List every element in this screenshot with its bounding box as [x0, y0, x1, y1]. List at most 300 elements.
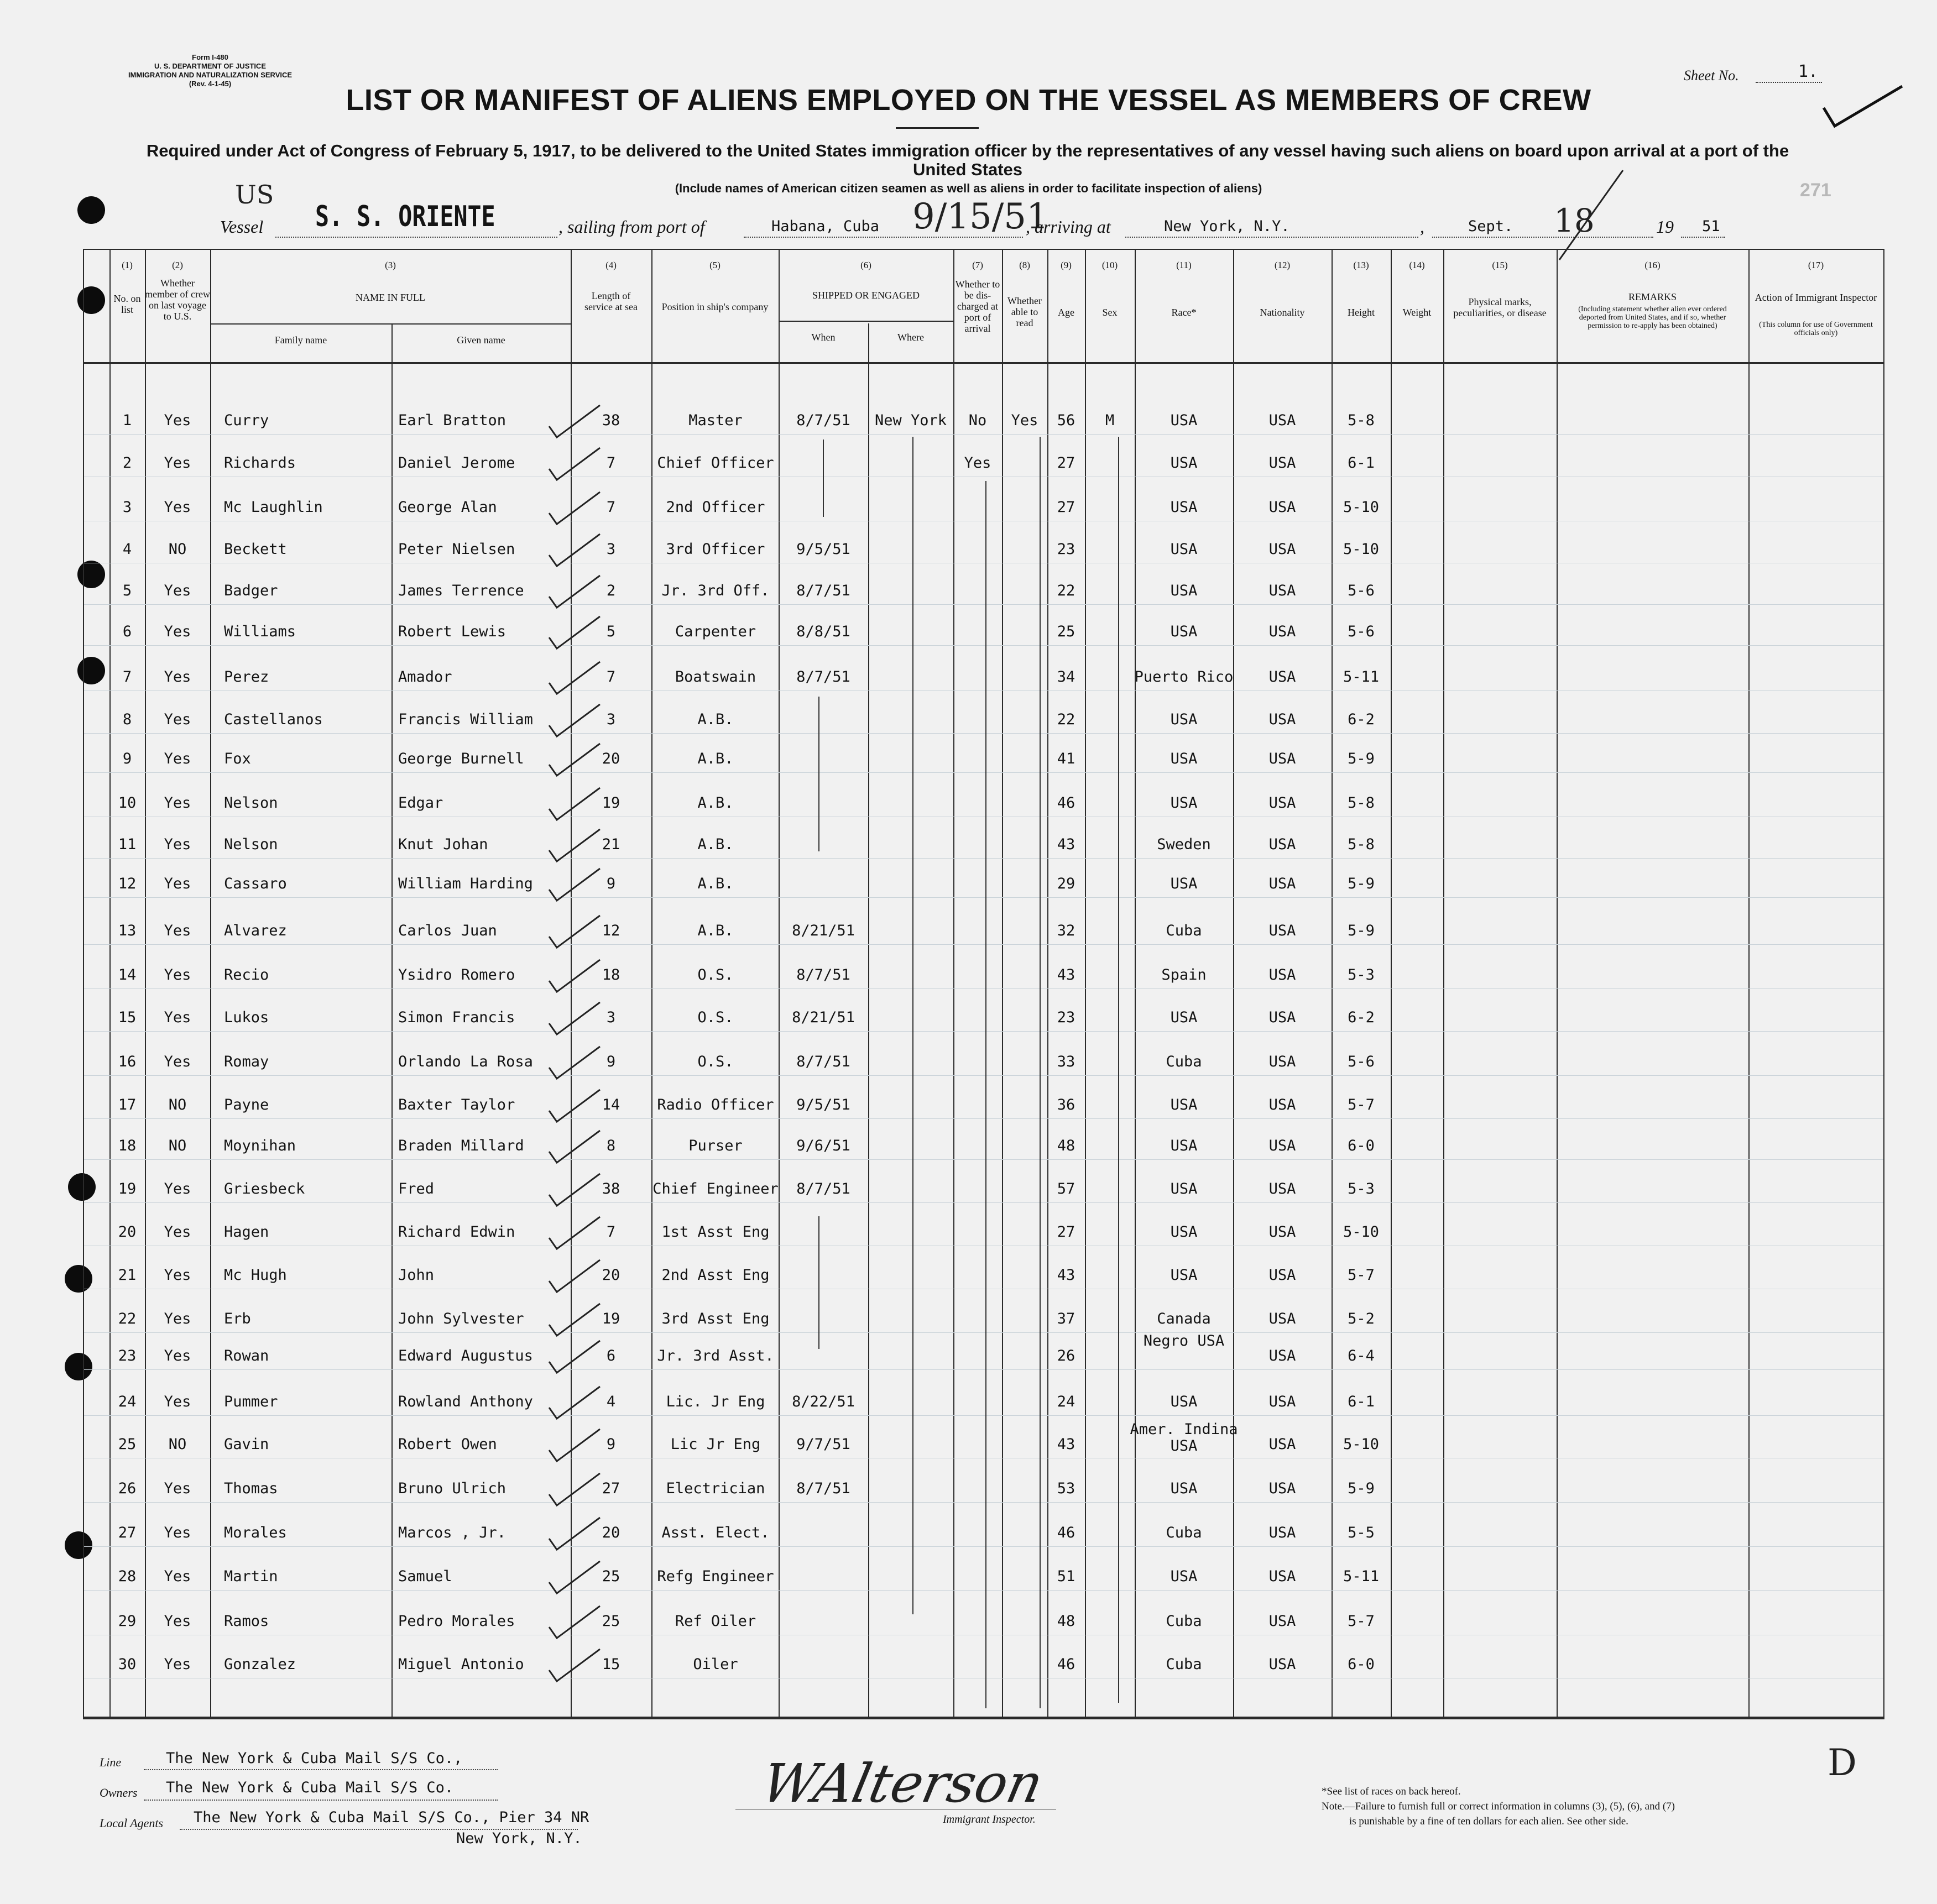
- col-1-number: (1): [122, 260, 133, 270]
- cell-age: 43: [1057, 1436, 1075, 1453]
- cell-height: 5-6: [1348, 623, 1375, 640]
- cell-height: 6-1: [1348, 454, 1375, 472]
- cell-age: 57: [1057, 1180, 1075, 1197]
- cell-race: USA: [1170, 1180, 1198, 1197]
- cell-prev: Yes: [164, 1568, 191, 1585]
- requirement-text: Required under Act of Congress of February 5, 1917, to be delivered to the United States immigration officer by the representatives of any vessel having such aliens on board upon arrival at a port of the United States: [146, 141, 1789, 179]
- cell-discharged: Yes: [964, 454, 991, 472]
- cell-height: 5-2: [1348, 1310, 1375, 1327]
- cell-when: 8/21/51: [792, 1009, 855, 1026]
- tick-icon: [545, 533, 605, 572]
- cell-family: Nelson: [224, 794, 278, 812]
- cell-no: 14: [118, 966, 137, 984]
- header-rule: [779, 321, 953, 322]
- col-14-header: Weight: [1402, 307, 1432, 318]
- cell-position: 2nd Asst Eng: [661, 1267, 770, 1284]
- cell-position: Electrician: [666, 1480, 765, 1497]
- cell-family: Alvarez: [224, 922, 287, 939]
- cell-position: 1st Asst Eng: [661, 1223, 770, 1241]
- cell-service: 27: [602, 1480, 620, 1497]
- tick-icon: [545, 1385, 605, 1424]
- cell-height: 5-11: [1343, 668, 1380, 686]
- cell-service: 3: [606, 1009, 616, 1026]
- cell-when: 8/7/51: [796, 668, 850, 686]
- row-rule: [84, 1159, 1883, 1160]
- cell-nationality: USA: [1268, 1347, 1296, 1364]
- cell-given: Miguel Antonio: [398, 1656, 524, 1673]
- cell-prev: Yes: [164, 1223, 191, 1241]
- cell-no: 1: [122, 412, 132, 429]
- col-2-number: (2): [172, 260, 183, 270]
- cell-race: USA: [1170, 1096, 1198, 1113]
- row-rule: [84, 897, 1883, 898]
- owners-dotline: [144, 1800, 498, 1801]
- row-rule: [84, 733, 1883, 734]
- header-bottom-rule: [83, 362, 1884, 364]
- cell-sex: M: [1105, 412, 1115, 429]
- col-9-header: Age: [1058, 307, 1074, 318]
- col-14-number: (14): [1409, 260, 1425, 270]
- cell-no: 7: [122, 668, 132, 686]
- col-7-header: Whether to be dis- charged at port of arrival: [955, 279, 1000, 334]
- cell-no: 21: [118, 1267, 137, 1284]
- cell-position: Asst. Elect.: [661, 1524, 770, 1541]
- col-16-subheader: (Including statement whether alien ever ordered deported from United States, and if so, whether permission to re-apply has been obtained): [1578, 305, 1727, 330]
- cell-nationality: USA: [1268, 1053, 1296, 1070]
- cell-family: Recio: [224, 966, 269, 984]
- line-label: Line: [100, 1755, 122, 1769]
- cell-nationality: USA: [1268, 454, 1296, 472]
- cell-service: 15: [602, 1656, 620, 1673]
- cell-given: Simon Francis: [398, 1009, 515, 1026]
- col-16-header: REMARKS: [1628, 291, 1677, 302]
- col-1-header: No. on list: [113, 293, 141, 315]
- cell-family: Gavin: [224, 1436, 269, 1453]
- owners-label: Owners: [100, 1786, 138, 1800]
- cell-nationality: USA: [1268, 1613, 1296, 1630]
- cell-height: 5-10: [1343, 1223, 1380, 1241]
- cell-race: USA: [1170, 1480, 1198, 1497]
- cell-height: 5-8: [1348, 794, 1375, 812]
- cell-nationality: USA: [1268, 1568, 1296, 1585]
- cell-prev: Yes: [164, 966, 191, 984]
- cell-service: 14: [602, 1096, 620, 1113]
- cell-race: Negro USA: [1143, 1332, 1225, 1349]
- cell-service: 7: [606, 668, 616, 686]
- tick-icon: [545, 1648, 605, 1687]
- cell-age: 24: [1057, 1393, 1075, 1410]
- cell-no: 2: [122, 454, 132, 472]
- cell-race: Cuba: [1166, 1524, 1202, 1541]
- col-10-header: Sex: [1102, 307, 1118, 318]
- sailing-date: 9/15/51: [912, 196, 1049, 237]
- cell-position: Jr. 3rd Asst.: [657, 1347, 774, 1364]
- cell-race: Puerto Rico: [1134, 668, 1234, 686]
- cell-family: Pummer: [224, 1393, 278, 1410]
- column-divider: [1002, 249, 1003, 1719]
- cell-service: 9: [606, 1053, 616, 1070]
- cell-family: Mc Hugh: [224, 1267, 287, 1284]
- cell-no: 28: [118, 1568, 137, 1585]
- sailing-port: Habana, Cuba: [771, 218, 880, 235]
- form-revision: (Rev. 4-1-45): [189, 80, 232, 88]
- arrival-port-line: [1125, 237, 1418, 238]
- cell-family: Mc Laughlin: [224, 499, 323, 516]
- tick-icon: [545, 1129, 605, 1168]
- column-divider: [1391, 249, 1392, 1719]
- cell-service: 6: [606, 1347, 616, 1364]
- cell-race: USA: [1170, 1568, 1198, 1585]
- col-9-number: (9): [1061, 260, 1072, 270]
- cell-nationality: USA: [1268, 668, 1296, 686]
- penalty-note-cont: is punishable by a fine of ten dollars for each alien. See other side.: [1349, 1816, 1628, 1827]
- cell-given: Edward Augustus: [398, 1347, 533, 1364]
- cell-family: Morales: [224, 1524, 287, 1541]
- agents-value: The New York & Cuba Mail S/S Co., Pier 34 NR: [194, 1809, 589, 1826]
- cell-given: Braden Millard: [398, 1137, 524, 1154]
- cell-family: Gonzalez: [224, 1656, 296, 1673]
- cell-when: 9/5/51: [796, 541, 850, 558]
- cell-family: Martin: [224, 1568, 278, 1585]
- tick-icon: [545, 661, 605, 699]
- cell-position: Chief Officer: [657, 454, 774, 472]
- cell-height: 6-4: [1348, 1347, 1375, 1364]
- cell-family: Griesbeck: [224, 1180, 305, 1197]
- tick-icon: [545, 1173, 605, 1211]
- cell-height: 5-8: [1348, 836, 1375, 853]
- column-divider: [1443, 249, 1444, 1719]
- cell-given: Ysidro Romero: [398, 966, 515, 984]
- ditto-stroke: [985, 481, 986, 1708]
- cell-age: 46: [1057, 1656, 1075, 1673]
- cell-family: Cassaro: [224, 875, 287, 892]
- cell-given: Baxter Taylor: [398, 1096, 515, 1113]
- cell-prev: Yes: [164, 499, 191, 516]
- cell-height: 6-2: [1348, 711, 1375, 728]
- tick-icon: [545, 1216, 605, 1254]
- col-11-header: Race*: [1171, 307, 1197, 318]
- cell-age: 43: [1057, 1267, 1075, 1284]
- sheet-label: Sheet No.: [1684, 67, 1739, 83]
- sailing-label: , sailing from port of: [558, 217, 705, 237]
- cell-race: USA: [1170, 582, 1198, 599]
- cell-age: 43: [1057, 836, 1075, 853]
- cell-no: 6: [122, 623, 132, 640]
- cell-no: 13: [118, 922, 137, 939]
- cell-when: 8/7/51: [796, 1480, 850, 1497]
- cell-given: Daniel Jerome: [398, 454, 515, 472]
- cell-age: 51: [1057, 1568, 1075, 1585]
- cell-age: 46: [1057, 1524, 1075, 1541]
- col-6-when-header: When: [811, 332, 836, 343]
- cell-nationality: USA: [1268, 1009, 1296, 1026]
- agents-value-city: New York, N.Y.: [456, 1830, 582, 1847]
- cell-prev: Yes: [164, 1053, 191, 1070]
- cell-position: O.S.: [697, 966, 734, 984]
- cell-age: 34: [1057, 668, 1075, 686]
- cell-position: A.B.: [697, 794, 734, 812]
- cell-no: 25: [118, 1436, 137, 1453]
- year-line: [1681, 237, 1725, 238]
- cell-age: 53: [1057, 1480, 1075, 1497]
- cell-height: 5-10: [1343, 1436, 1380, 1453]
- row-rule: [84, 988, 1883, 989]
- page-title: LIST OR MANIFEST OF ALIENS EMPLOYED ON THE VESSEL AS MEMBERS OF CREW: [346, 83, 1591, 117]
- arrival-port: New York, N.Y.: [1164, 218, 1290, 235]
- cell-height: 5-6: [1348, 582, 1375, 599]
- cell-given: William Harding: [398, 875, 533, 892]
- cell-age: 43: [1057, 966, 1075, 984]
- cell-service: 21: [602, 836, 620, 853]
- cell-age: 27: [1057, 1223, 1075, 1241]
- cell-service: 3: [606, 711, 616, 728]
- col-17-subheader: (This column for use of Government officials only): [1759, 321, 1873, 337]
- cell-given: Earl Bratton: [398, 412, 507, 429]
- cell-prev: Yes: [164, 623, 191, 640]
- cell-prev: Yes: [164, 1009, 191, 1026]
- cell-nationality: USA: [1268, 541, 1296, 558]
- cell-service: 38: [602, 412, 620, 429]
- cell-position: 3rd Asst Eng: [661, 1310, 770, 1327]
- cell-position: Purser: [688, 1137, 743, 1154]
- cell-age: 27: [1057, 454, 1075, 472]
- cell-nationality: USA: [1268, 922, 1296, 939]
- col-10-number: (10): [1101, 260, 1118, 270]
- cell-race: USA: [1170, 1223, 1198, 1241]
- cell-age: 33: [1057, 1053, 1075, 1070]
- cell-given: Robert Owen: [398, 1436, 497, 1453]
- cell-prev: Yes: [164, 454, 191, 472]
- cell-height: 5-6: [1348, 1053, 1375, 1070]
- cell-height: 5-9: [1348, 875, 1375, 892]
- cell-prev: Yes: [164, 1480, 191, 1497]
- cell-position: Ref Oiler: [675, 1613, 756, 1630]
- cell-where: New York: [874, 412, 947, 429]
- cell-height: 5-9: [1348, 1480, 1375, 1497]
- cell-race: Spain: [1161, 966, 1207, 984]
- col-3-family-header: Family name: [274, 334, 327, 346]
- agents-label: Local Agents: [100, 1816, 164, 1830]
- cell-race: Cuba: [1166, 1053, 1202, 1070]
- cell-age: 36: [1057, 1096, 1075, 1113]
- column-divider: [868, 323, 869, 1719]
- cell-given: Peter Nielsen: [398, 541, 515, 558]
- cell-nationality: USA: [1268, 1267, 1296, 1284]
- cell-prev: Yes: [164, 668, 191, 686]
- cell-when: 8/21/51: [792, 922, 855, 939]
- cell-height: 5-9: [1348, 922, 1375, 939]
- tick-icon: [545, 867, 605, 906]
- cell-height: 5-10: [1343, 541, 1380, 558]
- cell-prev: Yes: [164, 1310, 191, 1327]
- cell-given: Richard Edwin: [398, 1223, 515, 1241]
- cell-no: 15: [118, 1009, 137, 1026]
- cell-nationality: USA: [1268, 1480, 1296, 1497]
- cell-given: John Sylvester: [398, 1310, 524, 1327]
- cell-family: Rowan: [224, 1347, 269, 1364]
- row-rule: [84, 1202, 1883, 1203]
- instruction-text: (Include names of American citizen seamen as well as aliens in order to facilitate inspection of aliens): [675, 181, 1262, 195]
- cell-no: 8: [122, 711, 132, 728]
- cell-position: Jr. 3rd Off.: [661, 582, 770, 599]
- row-rule: [84, 1546, 1883, 1547]
- cell-prev: Yes: [164, 1393, 191, 1410]
- cell-height: 5-7: [1348, 1096, 1375, 1113]
- tick-icon: [545, 447, 605, 485]
- tick-icon: [545, 742, 605, 781]
- cell-no: 23: [118, 1347, 137, 1364]
- arrival-month: Sept.: [1468, 218, 1513, 235]
- cell-race: USA: [1170, 499, 1198, 516]
- tick-icon: [545, 1472, 605, 1511]
- cell-prev: NO: [168, 1436, 187, 1453]
- cell-race: Cuba: [1166, 922, 1202, 939]
- cell-position: O.S.: [697, 1053, 734, 1070]
- cell-nationality: USA: [1268, 711, 1296, 728]
- cell-service: 12: [602, 922, 620, 939]
- table-bottom-rule: [83, 1717, 1884, 1719]
- tick-icon: [545, 787, 605, 825]
- cell-family: Ramos: [224, 1613, 269, 1630]
- cell-height: 5-8: [1348, 412, 1375, 429]
- header-rule: [210, 323, 571, 325]
- cell-service: 9: [606, 1436, 616, 1453]
- cell-nationality: USA: [1268, 1180, 1296, 1197]
- cell-no: 18: [118, 1137, 137, 1154]
- row-rule: [84, 1502, 1883, 1503]
- cell-when: 8/7/51: [796, 412, 850, 429]
- row-rule: [84, 1031, 1883, 1032]
- cell-position: Lic. Jr Eng: [666, 1393, 765, 1410]
- cell-given: Bruno Ulrich: [398, 1480, 507, 1497]
- ditto-stroke: [823, 440, 824, 517]
- cell-age: 46: [1057, 794, 1075, 812]
- cell-height: 6-1: [1348, 1393, 1375, 1410]
- owners-value: The New York & Cuba Mail S/S Co.: [166, 1779, 454, 1796]
- cell-when: 8/7/51: [796, 1180, 850, 1197]
- cell-race: USA: [1170, 875, 1198, 892]
- cell-position: 2nd Officer: [666, 499, 765, 516]
- cell-no: 10: [118, 794, 137, 812]
- arriving-label: , arriving at: [1026, 217, 1111, 237]
- col-11-number: (11): [1176, 260, 1192, 270]
- cell-no: 4: [122, 541, 132, 558]
- cell-family: Nelson: [224, 836, 278, 853]
- cell-height: 5-11: [1343, 1568, 1380, 1585]
- tick-icon: [545, 574, 605, 613]
- cell-position: Carpenter: [675, 623, 756, 640]
- cell-age: 22: [1057, 711, 1075, 728]
- cell-no: 16: [118, 1053, 137, 1070]
- service-name: IMMIGRATION AND NATURALIZATION SERVICE: [128, 71, 293, 79]
- cell-position: Radio Officer: [657, 1096, 774, 1113]
- cell-given: George Alan: [398, 499, 497, 516]
- cell-given: Francis William: [398, 711, 533, 728]
- cell-given: Samuel: [398, 1568, 452, 1585]
- col-5-header: Position in ship's company: [661, 301, 769, 312]
- cell-age: 48: [1057, 1137, 1075, 1154]
- cell-given: Fred: [398, 1180, 435, 1197]
- cell-age: 25: [1057, 623, 1075, 640]
- cell-height: 5-5: [1348, 1524, 1375, 1541]
- cell-nationality: USA: [1268, 1096, 1296, 1113]
- cell-position: A.B.: [697, 750, 734, 767]
- cell-position: Chief Engineer: [652, 1180, 779, 1197]
- cell-prev: NO: [168, 1096, 187, 1113]
- cell-service: 20: [602, 1267, 620, 1284]
- column-divider: [1085, 249, 1086, 1719]
- cell-family: Badger: [224, 582, 278, 599]
- cell-nationality: USA: [1268, 412, 1296, 429]
- cell-race: USA: [1170, 794, 1198, 812]
- tick-icon: [545, 1045, 605, 1084]
- cell-height: 6-0: [1348, 1656, 1375, 1673]
- cell-given: Pedro Morales: [398, 1613, 515, 1630]
- cell-prev: Yes: [164, 794, 191, 812]
- cell-position: Oiler: [693, 1656, 738, 1673]
- cell-service: 38: [602, 1180, 620, 1197]
- tick-icon: [545, 1428, 605, 1467]
- cell-prev: NO: [168, 1137, 187, 1154]
- column-divider: [1748, 249, 1750, 1719]
- cell-prev: Yes: [164, 750, 191, 767]
- col-8-number: (8): [1019, 260, 1030, 270]
- col-12-header: Nationality: [1260, 307, 1305, 318]
- row-rule: [84, 1590, 1883, 1591]
- cell-family: Romay: [224, 1053, 269, 1070]
- row-rule: [84, 434, 1883, 435]
- cell-nationality: USA: [1268, 875, 1296, 892]
- cell-service: 2: [606, 582, 616, 599]
- cell-prev: Yes: [164, 582, 191, 599]
- cell-read: Yes: [1011, 412, 1038, 429]
- cell-prev: NO: [168, 541, 187, 558]
- cell-service: 7: [606, 454, 616, 472]
- col-12-number: (12): [1274, 260, 1291, 270]
- cell-height: 6-2: [1348, 1009, 1375, 1026]
- cell-position: A.B.: [697, 836, 734, 853]
- ditto-stroke: [818, 697, 819, 851]
- cell-service: 20: [602, 750, 620, 767]
- cell-nationality: USA: [1268, 623, 1296, 640]
- cell-prev: Yes: [164, 412, 191, 429]
- cell-given: Rowland Anthony: [398, 1393, 533, 1410]
- col-3-header: NAME IN FULL: [356, 292, 425, 303]
- cell-age: 22: [1057, 582, 1075, 599]
- cell-race: USA: [1170, 541, 1198, 558]
- inspector-signature: WAlterson: [756, 1753, 1048, 1814]
- tick-icon: [545, 1605, 605, 1644]
- col-6-header: SHIPPED OR ENGAGED: [812, 290, 920, 301]
- cell-given: George Burnell: [398, 750, 524, 767]
- cell-prev: Yes: [164, 1613, 191, 1630]
- cell-family: Beckett: [224, 541, 287, 558]
- col-5-number: (5): [709, 260, 720, 270]
- cell-family: Moynihan: [224, 1137, 296, 1154]
- cell-service: 3: [606, 541, 616, 558]
- cell-prev: Yes: [164, 1347, 191, 1364]
- cell-position: A.B.: [697, 875, 734, 892]
- col-15-header: Physical marks, peculiarities, or disease: [1453, 296, 1547, 318]
- date-comma: ,: [1420, 217, 1424, 237]
- cell-height: 5-3: [1348, 966, 1375, 984]
- cell-race: USA: [1170, 412, 1198, 429]
- cell-service: 20: [602, 1524, 620, 1541]
- row-rule: [84, 772, 1883, 773]
- cell-service: 25: [602, 1613, 620, 1630]
- col-6-where-header: Where: [897, 332, 924, 343]
- year-prefix: 19: [1656, 217, 1674, 237]
